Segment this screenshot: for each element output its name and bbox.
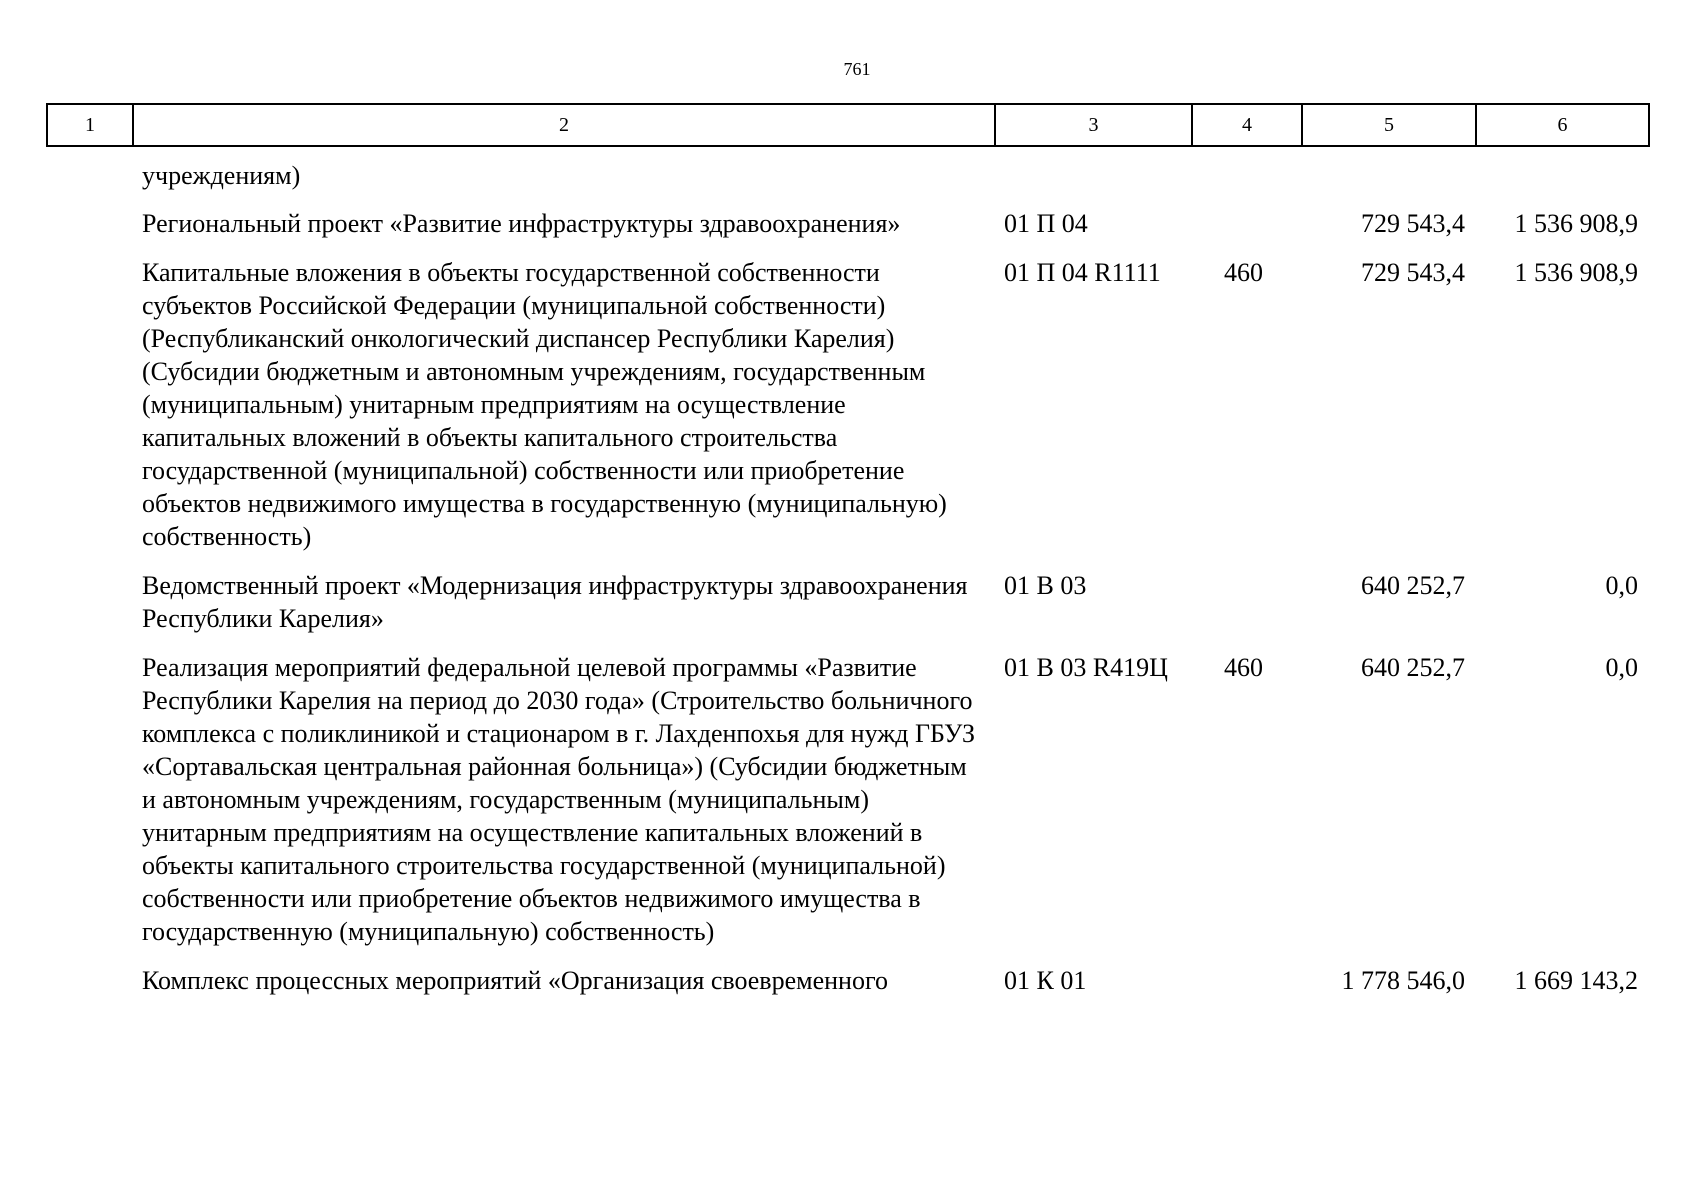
column-header-table	[46, 103, 1650, 147]
table-row	[132, 207, 1648, 256]
row-value-5: 729 543,4	[1361, 209, 1465, 238]
row-value-5: 640 252,7	[1361, 571, 1465, 600]
row-type	[1214, 964, 1301, 997]
column-header-3: 3	[995, 104, 1192, 146]
row-value-6: 0,0	[1605, 653, 1638, 682]
row-value-5: 1 778 546,0	[1341, 966, 1465, 995]
row-code: 01 П 04 R1111	[1004, 258, 1161, 287]
continuation-text: учреждениям)	[142, 161, 301, 190]
table-row	[132, 569, 1648, 651]
row-name: Региональный проект «Развитие инфраструктуры здравоохранения»	[142, 209, 901, 238]
column-header-1: 1	[47, 104, 133, 146]
row-type	[1214, 569, 1301, 651]
table-row	[132, 651, 1648, 964]
row-value-5: 729 543,4	[1361, 258, 1465, 287]
budget-table	[132, 207, 1648, 997]
row-name: Капитальные вложения в объекты государственной собственности субъектов Российской Федерации (муниципальной собственности) (Республиканский онкологический диспансер Республики Карелия) (Субсидии бюджетным и автономным учреждениям, государственным (муниципальным) унитарным предприятиям на осуществление капитальных вложений в объекты капитального строительства государственной (муниципальной) собственности или приобретение объектов недвижимого имущества в государственную (муниципальную) собственность)	[142, 258, 947, 551]
column-header-4: 4	[1192, 104, 1302, 146]
row-value-6: 1 669 143,2	[1514, 966, 1638, 995]
row-code: 01 К 01	[1004, 966, 1087, 995]
row-type: 460	[1224, 258, 1263, 287]
table-row	[132, 964, 1648, 997]
column-header-6: 6	[1476, 104, 1649, 146]
row-code: 01 П 04	[1004, 209, 1088, 238]
column-header-row	[47, 104, 1649, 146]
row-value-6: 0,0	[1605, 571, 1638, 600]
row-code: 01 В 03	[1004, 571, 1087, 600]
row-value-5: 640 252,7	[1361, 653, 1465, 682]
row-type	[1214, 207, 1301, 256]
row-value-6: 1 536 908,9	[1514, 209, 1638, 238]
column-header-2: 2	[133, 104, 995, 146]
column-header-5: 5	[1302, 104, 1476, 146]
table-row	[132, 256, 1648, 569]
row-code: 01 В 03 R419Ц	[1004, 653, 1168, 682]
row-type: 460	[1224, 653, 1263, 682]
row-name: Ведомственный проект «Модернизация инфраструктуры здравоохранения Республики Карелия»	[142, 571, 968, 633]
row-name: Реализация мероприятий федеральной целевой программы «Развитие Республики Карелия на период до 2030 года» (Строительство больничного комплекса с поликлиникой и стационаром в г. Лахденпохья для нужд ГБУЗ «Сортавальская центральная районная больница») (Субсидии бюджетным и автономным учреждениям, государственным (муниципальным) унитарным предприятиям на осуществление капитальных вложений в объекты капитального строительства государственной (муниципальной) собственности или приобретение объектов недвижимого имущества в государственную (муниципальную) собственность)	[142, 653, 976, 946]
row-value-6: 1 536 908,9	[1514, 258, 1638, 287]
page-number: 761	[843, 59, 871, 79]
row-name: Комплекс процессных мероприятий «Организация своевременного	[142, 966, 888, 995]
